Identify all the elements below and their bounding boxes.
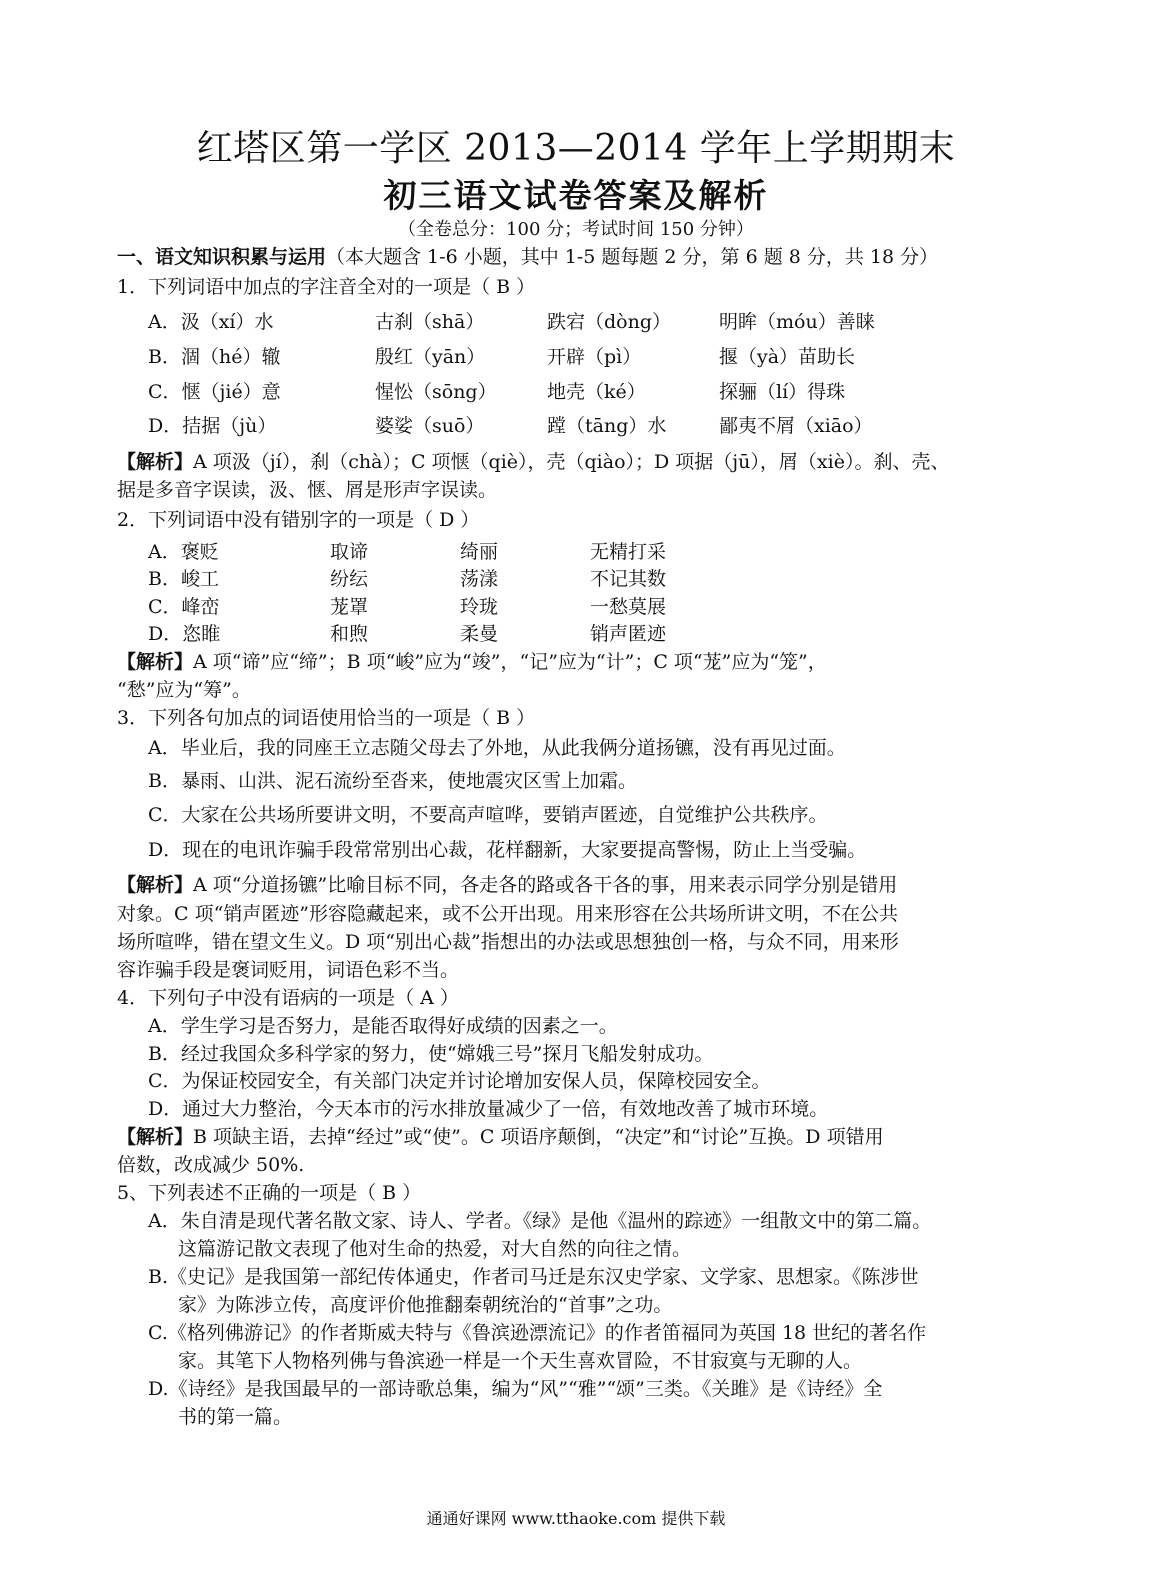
q2-option-cell: 一愁莫展 bbox=[590, 596, 667, 618]
q1-option-cell: A．汲（xí）水 bbox=[148, 311, 274, 333]
q1-option-cell: 鄙夷不屑（xiāo） bbox=[719, 415, 873, 437]
q2-option-cell: 不记其数 bbox=[590, 568, 667, 590]
exam-note: （全卷总分：100 分；考试时间 150 分钟） bbox=[398, 219, 754, 240]
question-3-stem: 3．下列各句加点的词语使用恰当的一项是（ B ） bbox=[117, 707, 536, 729]
q1-option-cell: 惺忪（sōng） bbox=[375, 381, 497, 403]
q3-analysis-line: 对象。C 项“销声匿迹”形容隐藏起来，或不公开出现。用来形容在公共场所讲文明，不在公共 bbox=[117, 903, 899, 925]
q3-analysis-line bbox=[117, 870, 897, 897]
q5-option-line: 书的第一篇。 bbox=[178, 1406, 293, 1428]
q1-option-cell: B．涸（hé）辙 bbox=[148, 346, 281, 368]
q1-option-cell: 开辟（pì） bbox=[547, 346, 642, 368]
q2-option-cell: D．恣睢 bbox=[148, 623, 221, 645]
analysis-label: 【解析】 bbox=[117, 451, 194, 473]
q5-option-line: 家》为陈涉立传，高度评价他推翻秦朝统治的“首事”之功。 bbox=[178, 1294, 673, 1316]
q4-option: D．通过大力整治，今天本市的污水排放量减少了一倍，有效地改善了城市环境。 bbox=[148, 1098, 829, 1120]
question-5-stem: 5、下列表述不正确的一项是（ B ） bbox=[117, 1182, 422, 1204]
q2-option-cell: B．峻工 bbox=[148, 568, 219, 590]
q3-option: C．大家在公共场所要讲文明，不要高声喧哗，要销声匿迹，自觉维护公共秩序。 bbox=[148, 804, 828, 826]
q5-option-line: B.《史记》是我国第一部纪传体通史，作者司马迁是东汉史学家、文学家、思想家。《陈涉世 bbox=[148, 1266, 919, 1288]
q2-option-cell: 绮丽 bbox=[460, 541, 499, 563]
analysis-label: 【解析】 bbox=[117, 874, 194, 896]
q2-option-cell: 和煦 bbox=[330, 623, 369, 645]
page-footer: 通通好课网 www.tthaoke.com 提供下载 bbox=[426, 1509, 726, 1528]
q3-analysis-line: 场所喧哗，错在望文生义。D 项“别出心裁”指想出的办法或思想独创一格，与众不同，用来形 bbox=[117, 931, 899, 953]
q3-option: A．毕业后，我的同座王立志随父母去了外地，从此我俩分道扬镳，没有再见过面。 bbox=[148, 737, 846, 759]
analysis-text: A 项“分道扬镳”比喻目标不同，各走各的路或各干各的事，用来表示同学分别是错用 bbox=[193, 874, 898, 896]
question-2-stem: 2．下列词语中没有错别字的一项是（ D ） bbox=[117, 509, 480, 531]
analysis-text: A 项汲（jí），刹（chà）；C 项惬（qiè），壳（qiào）；D 项据（jū），屑（xiè）。刹、壳、 bbox=[193, 451, 950, 473]
q2-option-cell: 玲珑 bbox=[460, 596, 499, 618]
q5-option-line: C.《格列佛游记》的作者斯威夫特与《鲁滨逊漂流记》的作者笛福同为英国 18 世纪的著名作 bbox=[148, 1322, 927, 1344]
q5-option-line: A．朱自清是现代著名散文家、诗人、学者。《绿》是他《温州的踪迹》一组散文中的第二篇。 bbox=[148, 1210, 932, 1232]
q2-option-cell: A．褒贬 bbox=[148, 541, 219, 563]
q4-option: B．经过我国众多科学家的努力，使“嫦娥三号”探月飞船发射成功。 bbox=[148, 1043, 714, 1065]
q1-option-cell: 古刹（shā） bbox=[375, 311, 485, 333]
section-heading bbox=[117, 242, 938, 269]
q5-option-line: D.《诗经》是我国最早的一部诗歌总集，编为“风”“雅”“颂”三类。《关雎》是《诗经》全 bbox=[148, 1378, 883, 1400]
q4-option: A．学生学习是否努力，是能否取得好成绩的因素之一。 bbox=[148, 1015, 618, 1037]
q1-option-cell: C．惬（jié）意 bbox=[148, 381, 281, 403]
q2-analysis-line: “愁”应为“筹”。 bbox=[117, 679, 251, 701]
q1-analysis-line: 据是多音字误读，汲、惬、屑是形声字误读。 bbox=[117, 479, 498, 501]
question-4-stem: 4．下列句子中没有语病的一项是（ A ） bbox=[117, 987, 459, 1009]
document-subtitle: 初三语文试卷答案及解析 bbox=[383, 176, 769, 215]
analysis-label: 【解析】 bbox=[117, 651, 194, 673]
q1-option-cell: 跌宕（dòng） bbox=[547, 311, 672, 333]
q3-analysis-line: 容诈骗手段是褒词贬用，词语色彩不当。 bbox=[117, 959, 460, 981]
q2-option-cell: 荡漾 bbox=[460, 568, 499, 590]
q3-option: B．暴雨、山洪、泥石流纷至沓来，使地震灾区雪上加霜。 bbox=[148, 770, 637, 792]
q2-option-cell: 纷纭 bbox=[330, 568, 369, 590]
q2-option-cell: 销声匿迹 bbox=[590, 623, 667, 645]
q4-option: C．为保证校园安全，有关部门决定并讨论增加安保人员，保障校园安全。 bbox=[148, 1070, 771, 1092]
q1-option-cell: 探骊（lí）得珠 bbox=[719, 381, 846, 403]
q1-analysis-line bbox=[117, 447, 949, 474]
analysis-text: A 项“谛”应“缔”；B 项“峻”应为“竣”，“记”应为“计”；C 项“茏”应为“笼”， bbox=[193, 651, 827, 673]
document-title: 红塔区第一学区 2013—2014 学年上学期期末 bbox=[196, 128, 956, 169]
q5-option-line: 这篇游记散文表现了他对生命的热爱，对大自然的向往之情。 bbox=[178, 1238, 692, 1260]
q2-option-cell: 取谛 bbox=[330, 541, 369, 563]
analysis-label: 【解析】 bbox=[117, 1126, 194, 1148]
q1-option-cell: 揠（yà）苗助长 bbox=[719, 346, 856, 368]
q2-option-cell: 柔曼 bbox=[460, 623, 499, 645]
q1-option-cell: 地壳（ké） bbox=[547, 381, 646, 403]
q2-option-cell: 茏罩 bbox=[330, 596, 369, 618]
q1-option-cell: 婆娑（suō） bbox=[375, 415, 485, 437]
question-1-stem: 1．下列词语中加点的字注音全对的一项是（ B ） bbox=[117, 276, 536, 298]
q4-analysis-line: 倍数，改成减少 50%. bbox=[117, 1154, 305, 1176]
section-note: （本大题含 1-6 小题，其中 1-5 题每题 2 分，第 6 题 8 分，共 18 分） bbox=[326, 246, 939, 268]
q1-option-cell: 明眸（móu）善睐 bbox=[719, 311, 875, 333]
section-title: 一、语文知识积累与运用 bbox=[117, 246, 327, 268]
q1-option-cell: 殷红（yān） bbox=[375, 346, 486, 368]
q2-option-cell: 无精打采 bbox=[590, 541, 667, 563]
q2-analysis-line bbox=[117, 647, 827, 674]
q3-option: D．现在的电讯诈骗手段常常别出心裁，花样翻新，大家要提高警惕，防止上当受骗。 bbox=[148, 839, 867, 861]
analysis-text: B 项缺主语，去掉“经过”或“使”。C 项语序颠倒，“决定”和“讨论”互换。D 项错用 bbox=[193, 1126, 884, 1148]
q5-option-line: 家。其笔下人物格列佛与鲁滨逊一样是一个天生喜欢冒险，不甘寂寞与无聊的人。 bbox=[178, 1350, 863, 1372]
q2-option-cell: C．峰峦 bbox=[148, 596, 220, 618]
q4-analysis-line bbox=[117, 1122, 884, 1149]
q1-option-cell: 蹚（tāng）水 bbox=[547, 415, 667, 437]
q1-option-cell: D．拮据（jù） bbox=[148, 415, 277, 437]
